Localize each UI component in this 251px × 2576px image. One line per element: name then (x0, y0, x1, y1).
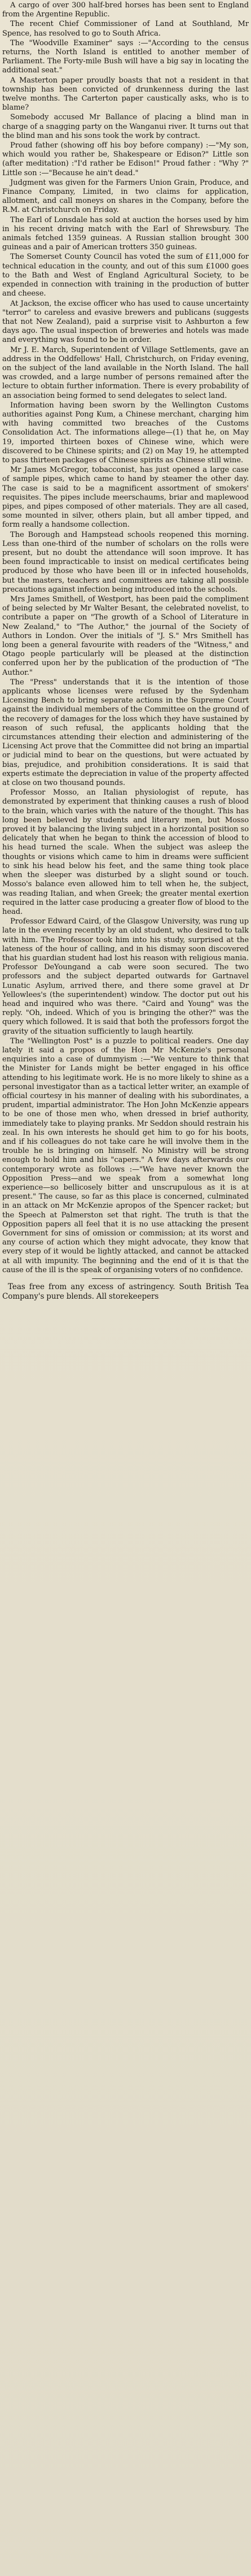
news-paragraph: The "Woodville Examiner" says :—"According to the census returns, the North Island is entitled to another member of Parliament. The Forty-mile Bush will have a big say in locating the additional seat." (2, 38, 249, 75)
news-paragraph: The Somerset County Council has voted the sum of £11,000 for technical education in the county, and out of this sum £1000 goes to the Bath and West of England Agricultural Society, to be expended in connection with training in the production of butter and cheese. (2, 253, 249, 298)
news-paragraph: Information having been sworn by the Wellington Customs authorities against Pong Kum, a Chinese merchant, charging him with having committed two breaches of the Customs Consolidation Act. The informations allege—(1) that he, on May 19, imported thirteen boxes of Chinese wine, which were discovered to be Chinese spirits; and (2) on May 19, he attempted to pass thirteen packages of Chinese spirits as Chinese still wine. (2, 401, 249, 465)
news-paragraph: A cargo of over 300 half-bred horses has been sent to England from the Argentine Republic. (2, 1, 249, 19)
news-paragraph: The Borough and Hampstead schools reopened this morning. Less than one-third of the number of scholars on the rolls were present, but no doubt the attendance will soon improve. It has been found impracticable to insist on medical certificates being produced by those who have been ill or in infected households, but the masters, teachers and committees are taking all possible precautions against infection being introduced into the schools. (2, 530, 249, 594)
news-column (2, 1, 249, 1275)
news-paragraph: The "Press" understands that it is the intention of those applicants whose licenses were refused by the Sydenham Licensing Bench to bring separate actions in the Supreme Court against the individual members of the Committee on the ground of the recovery of damages for the loss which they have sustained by reason of such refusal, the applicants holding that the circumstances attending their election and administering of the Licensing Act prove that the Committee did not bring an impartial or judicial mind to bear on the questions, but were actuated by bias, prejudice, and prohibition considerations. It is said that experts estimate the depreciation in value of the property affected at close on two thousand pounds. (2, 678, 249, 788)
news-paragraph: Judgment was given for the Farmers Union Grain, Produce, and Finance Company, Limited, in two claims for application, allotment, and call moneys on shares in the Company, before the R.M. at Christchurch on Friday. (2, 178, 249, 215)
column-rule (92, 1278, 160, 1279)
news-paragraph: Professor Mosso, an Italian physiologist of repute, has demonstrated by experiment that thinking causes a rush of blood to the brain, which varies with the nature of the thought. This has long been believed by students and literary men, but Mosso proved it by balancing the living subject in a horizontal position so delicately that when he began to think the accession of blood to his head turned the scale. When the subject was asleep the thoughts or visions which came to him in dreams were sufficient to sink his head below his feet, and the same thing took place when the sleeper was disturbed by a slight sound or touch. Mosso's balance even allowed him to tell when he, the subject, was reading Italian, and when Greek; the greater mental exertion required in the latter case producing a greater flow of blood to the head. (2, 788, 249, 916)
news-paragraph: Proud father (showing off his boy before company) :—"My son, which would you rather be, Shakespeare or Edison?" Little son (after meditation) :"I'd rather be Edison!" Proud father : "Why ?" Little son :—"Because he ain't dead." (2, 141, 249, 177)
news-paragraph: The Earl of Lonsdale has sold at auction the horses used by him in his recent driving match with the Earl of Shrewsbury. The animals fetched 1359 guineas. A Russian stallion brought 300 guineas and a pair of American trotters 350 guineas. (2, 215, 249, 252)
news-paragraph: Somebody accused Mr Ballance of placing a blind man in charge of a snagging party on the Wanganui river. It turns out that the blind man and his sons took the work by contract. (2, 113, 249, 140)
advertisement-text: Teas free from any excess of astringency. South British Tea Company's pure blends. All storekeepers (2, 1282, 249, 1302)
news-paragraph: The recent Chief Commissioner of Land at Southland, Mr Spence, has resolved to go to South Africa. (2, 20, 249, 38)
news-paragraph: Mrs James Smithell, of Westport, has been paid the compliment of being selected by Mr Walter Besant, the celebrated novelist, to contribute a paper on "The growth of a School of Literature in New Zealand," to "The Author," the journal of the Society of Authors in London. Over the initials of "J. S." Mrs Smithell has long been a general favourite with readers of the "Witness," and Otago people particularly will be pleased at the distinction conferred upon her by the publication of the production of "The Author." (2, 595, 249, 677)
news-paragraph: Mr J. E. March, Superintendent of Village Settlements, gave an address in the Oddfellows' Hall, Christchurch, on Friday evening, on the subject of the land available in the North Island. The hall was crowded, and a large number of persons remained after the lecture to obtain further information. There is every probability of an association being formed to send delegates to select land. (2, 345, 249, 400)
news-paragraph: Mr James McGregor, tobacconist, has just opened a large case of sample pipes, which came to hand by steamer the other day. The case is said to be a magnificent assortment of smokers' requisites. The pipes include meerschaums, briar and maplewood pipes, and pipes composed of other materials. They are all cased, some mounted in silver, others plain, but all amber tipped, and form really a handsome collection. (2, 466, 249, 530)
news-paragraph: At Jackson, the excise officer who has used to cause uncertainty "terror" to careless and evasive brewers and publicans (suggests that not New Zealand), paid a surprise visit to Ashburton a few days ago. The usual inspection of breweries and hotels was made and everything was found to be in order. (2, 299, 249, 345)
news-paragraph: The "Wellington Post" is a puzzle to political readers. One day lately it said a propos of the Hon Mr McKenzie's personal enquiries into a case of dummyism :—"We venture to think that the Minister for Lands might be better engaged in his office attending to his legitimate work. He is no more likely to shine as a personal investigator than as a tactical letter writer, an example of official courtesy in his manner of dealing with his subordinates, a prudent, impartial administrator. The Hon John McKenzie appears to be one of those men who, when dressed in brief authority, immediately take to playing pranks. Mr Seddon should restrain his zeal. In his own interests he should get him to go for his boots, and if his colleagues do not take care he will involve them in the trouble he is bringing on himself. No Ministry will be strong enough to hold him and his "capers." A few days afterwards our contemporary wrote as follows :—"We have never known the Opposition Press—and we speak from a somewhat long experience—so bellicosely bitter and unscrupulous as it is at present." The cause, so far as this place is concerned, culminated in an attack on Mr McKenzie apropos of the Spencer racket; but the Speech at Palmerston set that right. The truth is that the Opposition papers all feel that it is no use attacking the present Government for sins of omission or commission; at its worst and any course of action which they might advocate, they know that every step of it would be lightly attacked, and cannot be attacked at all with impunity. The beginning and the end of it is that the cause of the ill is the speak of organising voters of no confidence. (2, 1037, 249, 1274)
news-paragraph: A Masterton paper proudly boasts that not a resident in that township has been convicted of drunkenness during the last twelve months. The Carterton paper caustically asks, who is to blame? (2, 76, 249, 112)
news-paragraph: Professor Edward Caird, of the Glasgow University, was rung up late in the evening recently by an old student, who desired to talk with him. The Professor took him into his study, surprised at the lateness of the hour of calling, and in his dismay soon discovered that his guardian student had lost his reason with religious mania. Professor DeYoungand a cab were soon secured. The two professors and the subject departed outwards for Gartnavel Lunatic Asylum, arrived there, and there some gravel at Dr Yellowlees's (the superintendent) window. The doctor put out his head and inquired who was there. "Caird and Young" was the reply. "Oh, indeed. Which of you is bringing the other?" was the query which followed. It is said that both the professors forgot the gravity of the situation sufficiently to laugh heartily. (2, 917, 249, 1036)
tea-advertisement (2, 1282, 249, 1302)
